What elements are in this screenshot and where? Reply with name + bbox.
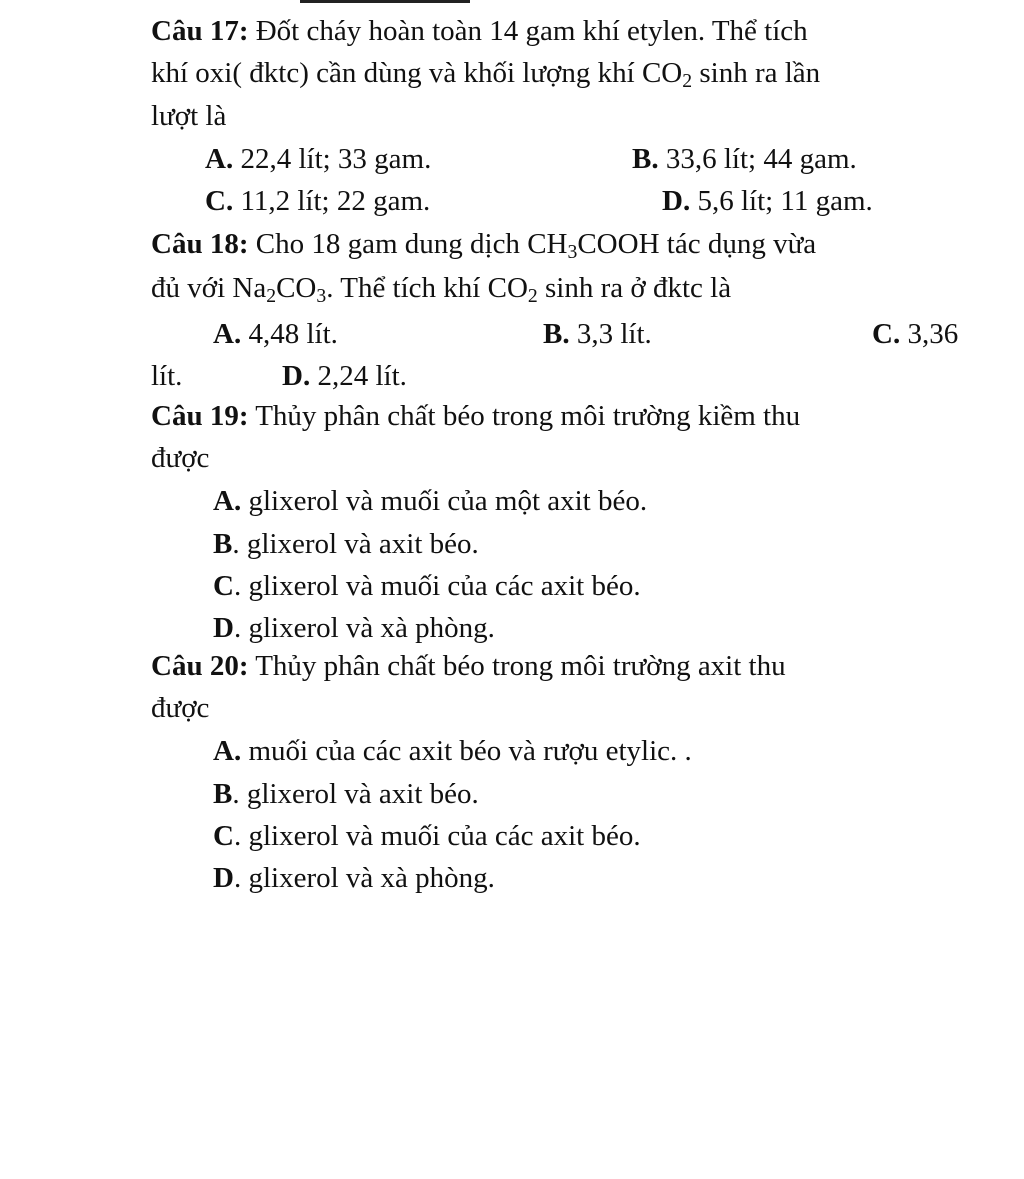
question-20-line-2: được	[151, 692, 210, 724]
top-crop-edge	[300, 0, 470, 3]
option-18-b: B. 3,3 lít.	[543, 318, 652, 350]
option-18-a: A. 4,48 lít.	[213, 318, 338, 350]
option-19-c: C. glixerol và muối của các axit béo.	[213, 570, 641, 602]
option-17-c: C. 11,2 lít; 22 gam.	[205, 185, 431, 217]
question-19-line-1: Câu 19: Thủy phân chất béo trong môi trường kiềm thu	[151, 400, 801, 432]
question-18-line-2: đủ với $Na_2CO_3$. Thể tích khí $CO_2$ sinh ra ở đktc là	[151, 272, 732, 307]
co2-formula: $CO_2$	[641, 57, 693, 92]
option-18-d: D. 2,24 lít.	[282, 360, 407, 392]
option-19-a: A. glixerol và muối của một axit béo.	[213, 485, 648, 517]
option-20-b: B. glixerol và axit béo.	[213, 778, 479, 810]
option-18-c-wrap: lít.	[151, 360, 183, 392]
option-20-d: D. glixerol và xà phòng.	[213, 862, 495, 894]
question-19-line-2: được	[151, 442, 210, 474]
question-20-label: Câu 20:	[151, 650, 249, 682]
question-17-line-2: khí oxi( đktc) cần dùng và khối lượng khí $CO_2$ sinh ra lần	[151, 57, 821, 92]
ch3cooh-formula: $CH_3COOH$	[527, 228, 660, 263]
option-19-d: D. glixerol và xà phòng.	[213, 612, 495, 644]
option-19-b: B. glixerol và axit béo.	[213, 528, 479, 560]
option-18-c: C. 3,36	[872, 318, 959, 350]
option-20-a: A. muối của các axit béo và rượu etylic. .	[213, 735, 692, 767]
question-18-label: Câu 18:	[151, 228, 249, 260]
co2-formula: $CO_2$	[487, 272, 538, 307]
question-18-line-1: Câu 18: Cho 18 gam dung dịch $CH_3COOH$ tác dụng vừa	[151, 228, 817, 263]
question-17-label: Câu 17:	[151, 15, 249, 47]
option-17-b: B. 33,6 lít; 44 gam.	[632, 143, 857, 175]
option-17-d: D. 5,6 lít; 11 gam.	[662, 185, 873, 217]
option-20-c: C. glixerol và muối của các axit béo.	[213, 820, 641, 852]
na2co3-formula: $Na_2CO_3$	[232, 272, 327, 307]
question-19-label: Câu 19:	[151, 400, 249, 432]
question-17-line-3: lượt là	[151, 100, 227, 132]
option-17-a: A. 22,4 lít; 33 gam.	[205, 143, 432, 175]
question-20-line-1: Câu 20: Thủy phân chất béo trong môi trường axit thu	[151, 650, 786, 682]
question-17-line-1: Câu 17: Đốt cháy hoàn toàn 14 gam khí etylen. Thể tích	[151, 15, 808, 47]
